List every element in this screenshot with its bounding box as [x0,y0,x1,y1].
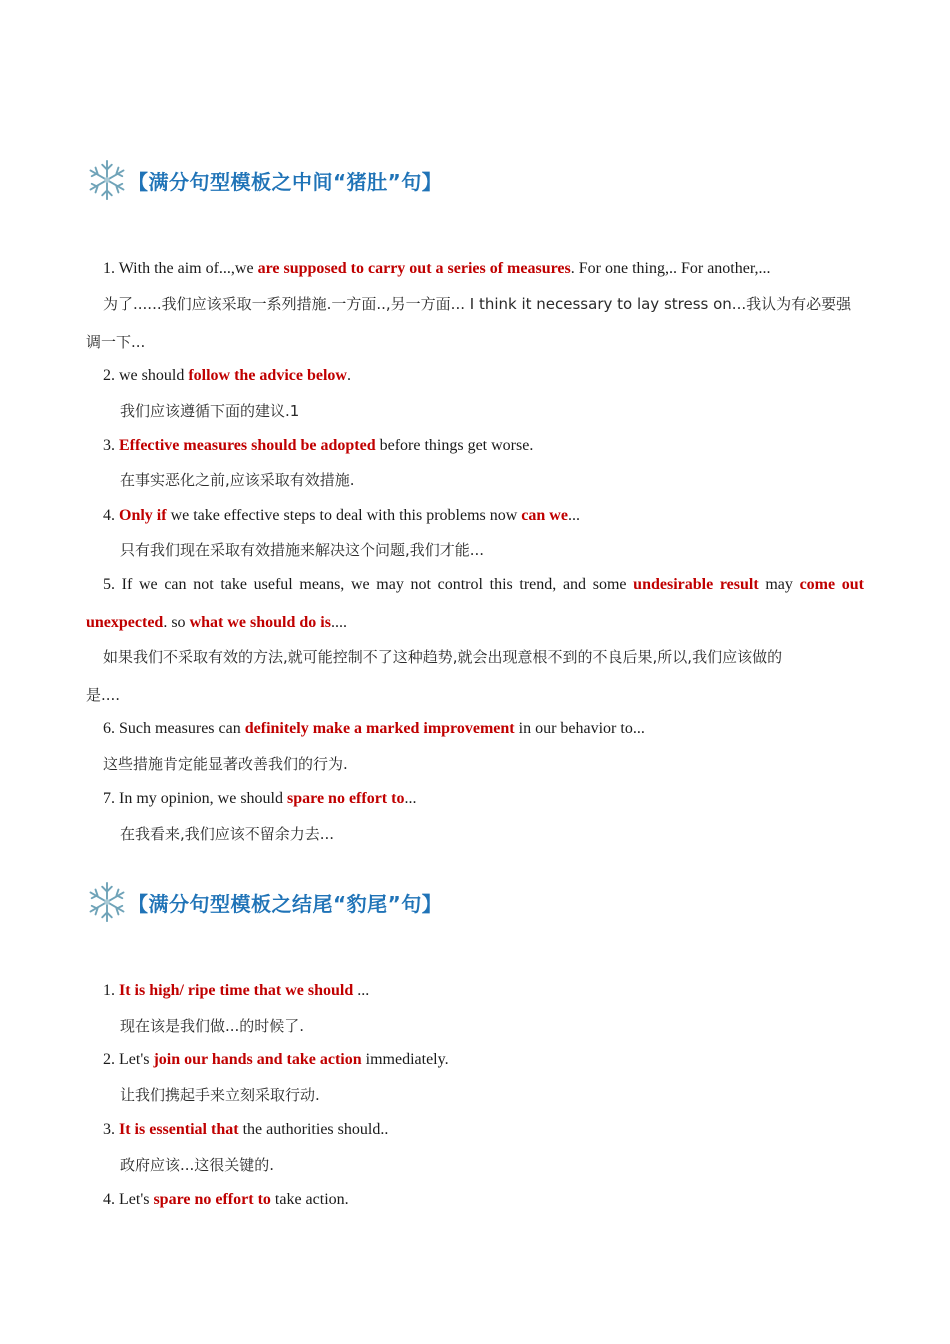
middle-item-3-cn: 在事实恶化之前,应该采取有效措施. [120,471,355,489]
text: before things get worse. [375,437,534,454]
middle-item-1-cn-line-2: 调一下... [86,333,146,351]
snowflake-icon [86,880,128,924]
ending-item-1-cn: 现在该是我们做...的时候了. [120,1017,305,1035]
middle-item-5-en-line-1 [103,575,864,595]
text: 7. In my opinion, we should [103,790,287,807]
middle-item-5-en-line-2 [86,613,347,633]
middle-item-2-cn: 我们应该遵循下面的建议.1 [120,402,300,420]
ending-item-3-en [103,1120,388,1140]
text: ... [353,982,370,999]
middle-item-5-cn-line-2: 是.... [86,686,121,704]
ending-item-1-en [103,981,369,1001]
highlight: spare no effort to [153,1191,271,1208]
text: . [346,367,351,384]
highlight: definitely make a marked improvement [244,720,515,737]
text: 5. If we can not take useful means, we may not control this trend, and some [103,576,634,593]
text: the authorities should.. [238,1121,389,1138]
ending-item-2-en [103,1050,449,1070]
section-heading-middle [86,158,442,202]
highlight: can we [521,507,568,524]
highlight: Only if [119,507,167,524]
middle-item-5-cn-line-1: 如果我们不采取有效的方法,就可能控制不了这种趋势,就会出现意根不到的不良后果,所以,我们应该做的 [103,648,783,666]
text: .... [330,614,347,631]
text: ... [404,790,417,807]
text: take action. [270,1191,349,1208]
middle-item-6-cn: 这些措施肯定能显著改善我们的行为. [103,755,348,773]
text: 3. [103,437,119,454]
middle-item-4-cn: 只有我们现在采取有效措施来解决这个问题,我们才能... [120,541,485,559]
highlight: unexpected [86,614,164,631]
middle-item-6-en [103,719,645,739]
text: 1. With the aim of...,we [103,260,258,277]
middle-item-4-en [103,506,580,526]
text: may [758,576,800,593]
highlight: Effective measures should be adopted [119,437,376,454]
text: 2. we should [103,367,189,384]
middle-item-3-en [103,436,533,456]
ending-item-3-cn: 政府应该...这很关键的. [120,1156,275,1174]
highlight: are supposed to carry out a series of measures [257,260,571,277]
middle-item-7-en [103,789,416,809]
highlight: It is essential that [119,1121,239,1138]
highlight: It is high/ ripe time that we should [119,982,354,999]
snowflake-icon [86,158,128,202]
middle-item-7-cn: 在我看来,我们应该不留余力去... [120,825,335,843]
text: . so [163,614,190,631]
highlight: spare no effort to [287,790,405,807]
section-heading-text: 【满分句型模板之结尾“豹尾”句】 [128,891,443,916]
text: in our behavior to... [514,720,645,737]
text: 6. Such measures can [103,720,245,737]
text: 4. [103,507,119,524]
text: . For one thing,.. For another,... [570,260,771,277]
highlight: undesirable result [633,576,759,593]
section-heading-text: 【满分句型模板之中间“猪肚”句】 [128,169,443,194]
highlight: what we should do is [189,614,331,631]
text: 4. Let's [103,1191,154,1208]
middle-item-1-en [103,259,771,279]
highlight: join our hands and take action [153,1051,362,1068]
ending-item-4-en [103,1190,349,1210]
middle-item-1-cn-line-1: 为了......我们应该采取一系列措施.一方面..,另一方面... I think it necessary to lay stress on...我认为有必要强 [103,295,852,313]
text: 2. Let's [103,1051,154,1068]
highlight: come out [799,576,864,593]
text: ... [567,507,580,524]
middle-item-2-en [103,366,351,386]
text: 3. [103,1121,119,1138]
text: 1. [103,982,119,999]
highlight: follow the advice below [188,367,347,384]
text: we take effective steps to deal with this problems now [166,507,522,524]
ending-item-2-cn: 让我们携起手来立刻采取行动. [120,1086,320,1104]
section-heading-ending [86,880,442,924]
text: immediately. [361,1051,449,1068]
